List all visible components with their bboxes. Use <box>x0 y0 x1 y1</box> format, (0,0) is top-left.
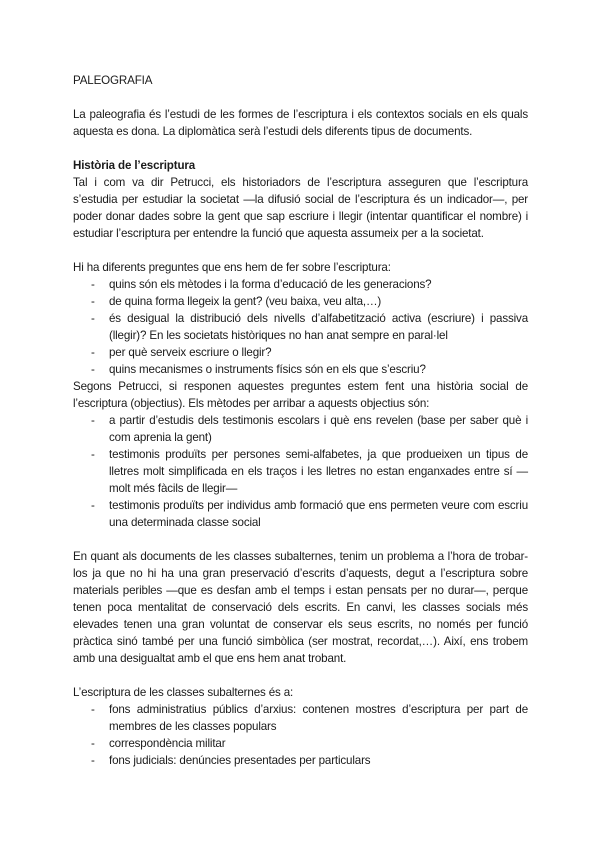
methods-list <box>73 412 528 531</box>
list-item: - correspondència militar <box>73 735 528 752</box>
list-item: - és desigual la distribució dels nivells d’alfabetització activa (escriure) i passiva (llegir)? En les societats històriques no han anat sempre en paral·lel <box>73 310 528 344</box>
list-item: - quins són els mètodes i la forma d’educació de les generacions? <box>73 276 528 293</box>
document-title: PALEOGRAFIA <box>73 74 153 87</box>
list-item: - quins mecanismes o instruments físics són en els que s’escriu? <box>73 361 528 378</box>
methods-intro: Segons Petrucci, si responen aquestes preguntes estem fent una història social de l’escriptura (objectius). Els mètodes per arribar a aquests objectius són: <box>73 380 528 410</box>
questions-list <box>73 276 528 378</box>
list-item: - de quina forma llegeix la gent? (veu baixa, veu alta,…) <box>73 293 528 310</box>
sources-intro: L’escriptura de les classes subalternes és a: <box>73 686 294 699</box>
spacer <box>73 531 528 548</box>
list-item: - per què serveix escriure o llegir? <box>73 344 528 361</box>
document-page <box>73 72 528 769</box>
section-paragraph: Tal i com va dir Petrucci, els historiadors de l’escriptura asseguren que l’escriptura s’estudia per estudiar la societat —la difusió social de l’escriptura és un indicador—, per poder donar dades sobre la gent que sap escriure i llegir (intentar quantificar el nombre) i estudiar l’escriptura per entendre la funció que aquesta assumeix per a la societat. <box>73 176 528 240</box>
questions-intro: Hi ha diferents preguntes que ens hem de fer sobre l’escriptura: <box>73 261 391 274</box>
subaltern-paragraph: En quant als documents de les classes subalternes, tenim un problema a l’hora de trobar-los ja que no hi ha una gran preservació d’escrits d’aquests, degut a l’escriptura sobre materials peribles —que es desfan amb el temps i estan pensats per no durar—, perque tenen poca mentalitat de conservació dels escrits. En canvi, les classes socials més elevades tenen una gran voluntat de conservar els seus escrits, no només per funció pràctica sinó també per una funció simbòlica (ser mostrat, recordat,…). Així, ens trobem amb una desigualtat amb el que ens hem anat trobant. <box>73 550 528 665</box>
spacer <box>73 242 528 259</box>
sources-list <box>73 701 528 769</box>
list-item: - testimonis produïts per persones semi-alfabetes, ja que produeixen un tipus de lletres molt simplificada en els traços i les lletres no estan enganxades entre sí —molt més fàcils de llegir— <box>73 446 528 497</box>
list-item: - a partir d’estudis dels testimonis escolars i què ens revelen (base per saber què i com aprenia la gent) <box>73 412 528 446</box>
intro-paragraph: La paleografia és l’estudi de les formes de l’escriptura i els contextos socials en els quals aquesta es dona. La diplomàtica serà l’estudi dels diferents tipus de documents. <box>73 108 528 138</box>
list-item: - fons judicials: denúncies presentades per particulars <box>73 752 528 769</box>
section-heading: Història de l’escriptura <box>73 159 196 172</box>
list-item: - testimonis produïts per individus amb formació que ens permeten veure com escriu una determinada classe social <box>73 497 528 531</box>
list-item: - fons administratius públics d’arxius: contenen mostres d’escriptura per part de membres de les classes populars <box>73 701 528 735</box>
spacer <box>73 667 528 684</box>
spacer <box>73 140 528 157</box>
